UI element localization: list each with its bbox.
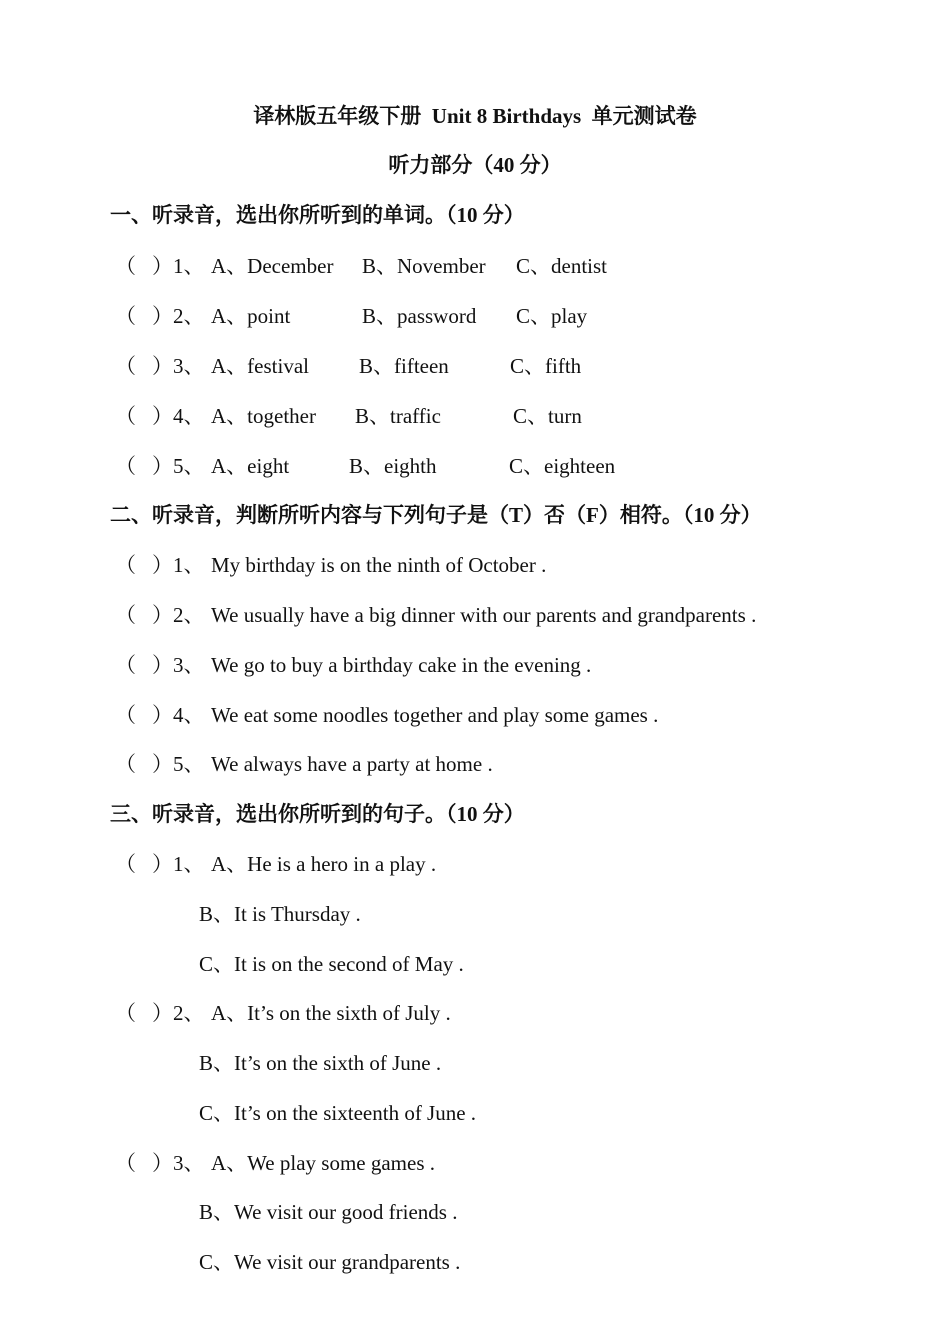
option-c: C、It’s on the sixteenth of June . xyxy=(199,1101,477,1125)
question-number: ）1、 xyxy=(152,254,205,278)
option-c: C、play xyxy=(516,304,588,328)
page-title: 译林版五年级下册 Unit 8 Birthdays 单元测试卷 xyxy=(253,104,697,128)
option-c: C、We visit our grandparents . xyxy=(199,1250,461,1274)
section-1-heading: 一、听录音，选出你所听到的单词。（10 分） xyxy=(110,203,525,227)
question-number: ）1、 xyxy=(152,852,205,876)
statement-text: We always have a party at home . xyxy=(211,752,493,776)
answer-blank[interactable]: （ xyxy=(115,553,136,577)
option-b: B、We visit our good friends . xyxy=(199,1200,458,1224)
option-a: A、It’s on the sixth of July . xyxy=(211,1001,451,1025)
question-number: ）5、 xyxy=(152,454,205,478)
option-a: A、festival xyxy=(211,354,309,378)
statement-text: We go to buy a birthday cake in the evening . xyxy=(211,653,592,677)
option-c: C、dentist xyxy=(516,254,608,278)
question-number: ）2、 xyxy=(152,603,205,627)
option-a: A、December xyxy=(211,254,334,278)
question-number: ）2、 xyxy=(152,304,205,328)
option-a: A、He is a hero in a play . xyxy=(211,852,437,876)
option-b: B、traffic xyxy=(355,404,441,428)
answer-blank[interactable]: （ xyxy=(115,603,136,627)
answer-blank[interactable]: （ xyxy=(115,1151,136,1175)
answer-blank[interactable]: （ xyxy=(115,1001,136,1025)
answer-blank[interactable]: （ xyxy=(115,354,136,378)
option-b: B、password xyxy=(362,304,477,328)
option-c: C、fifth xyxy=(510,354,582,378)
answer-blank[interactable]: （ xyxy=(115,404,136,428)
option-b: B、It’s on the sixth of June . xyxy=(199,1051,442,1075)
option-a: A、together xyxy=(211,404,316,428)
option-a: A、eight xyxy=(211,454,290,478)
answer-blank[interactable]: （ xyxy=(115,703,136,727)
listening-part-heading: 听力部分（40 分） xyxy=(388,153,562,177)
section-3-heading: 三、听录音，选出你所听到的句子。（10 分） xyxy=(110,802,525,826)
option-b: B、It is Thursday . xyxy=(199,902,361,926)
option-a: A、point xyxy=(211,304,291,328)
section-2-heading: 二、听录音，判断所听内容与下列句子是（T）否（F）相符。（10 分） xyxy=(110,503,762,527)
statement-text: We usually have a big dinner with our parents and grandparents . xyxy=(211,603,757,627)
option-a: A、We play some games . xyxy=(211,1151,436,1175)
option-b: B、eighth xyxy=(349,454,437,478)
question-number: ）1、 xyxy=(152,553,205,577)
question-number: ）4、 xyxy=(152,404,205,428)
answer-blank[interactable]: （ xyxy=(115,254,136,278)
answer-blank[interactable]: （ xyxy=(115,454,136,478)
statement-text: My birthday is on the ninth of October . xyxy=(211,553,547,577)
option-c: C、turn xyxy=(513,404,582,428)
question-number: ）2、 xyxy=(152,1001,205,1025)
answer-blank[interactable]: （ xyxy=(115,304,136,328)
option-b: B、November xyxy=(362,254,486,278)
option-b: B、fifteen xyxy=(359,354,449,378)
question-number: ）3、 xyxy=(152,354,205,378)
answer-blank[interactable]: （ xyxy=(115,852,136,876)
statement-text: We eat some noodles together and play some games . xyxy=(211,703,659,727)
option-c: C、It is on the second of May . xyxy=(199,952,464,976)
question-number: ）4、 xyxy=(152,703,205,727)
question-number: ）3、 xyxy=(152,1151,205,1175)
question-number: ）5、 xyxy=(152,752,205,776)
question-number: ）3、 xyxy=(152,653,205,677)
option-c: C、eighteen xyxy=(509,454,616,478)
answer-blank[interactable]: （ xyxy=(115,752,136,776)
answer-blank[interactable]: （ xyxy=(115,653,136,677)
